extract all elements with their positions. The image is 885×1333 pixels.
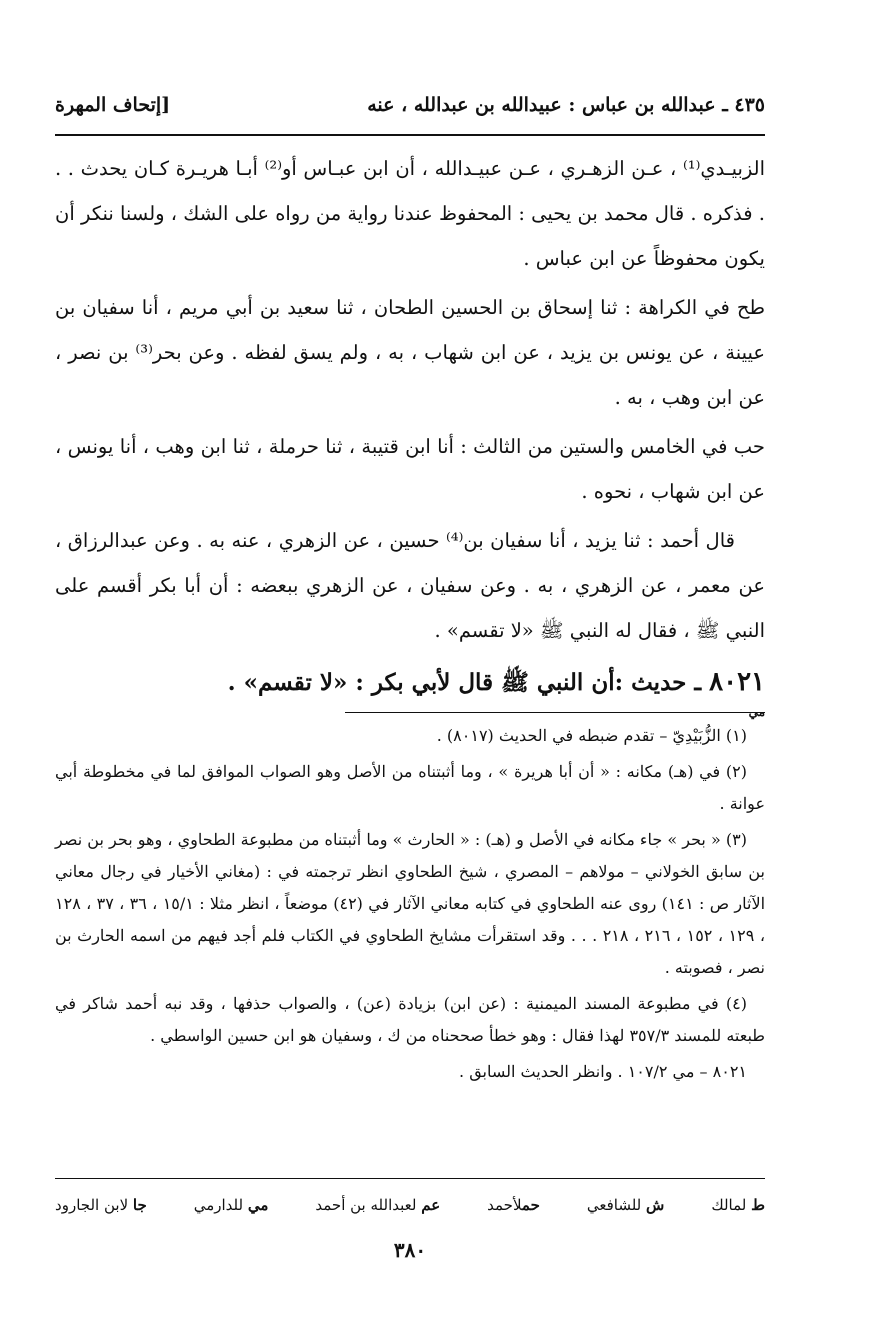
hadith-title-text: ـ حديث :أن النبي ﷺ قال لأبي بكر : «لا تقسم» . (227, 669, 702, 696)
paragraph: طح في الكراهة : ثنا إسحاق بن الحسين الطحان ، ثنا سعيد بن أبي مريم ، أنا سفيان بن عيينة ، عن يونس بن يزيد ، عن ابن شهاب ، به ، ولم يسق لفظه . وعن بحر⁽³⁾ بن نصر ، عن ابن وهب ، به . (55, 296, 766, 409)
legend-item: حملأحمد (487, 1196, 540, 1214)
book-title: [إتحاف المهرة (55, 94, 171, 116)
abbreviation-legend (55, 1192, 765, 1218)
page-number: ٣٨٠ (393, 1238, 427, 1262)
footnote: (٤) في مطبوعة المسند الميمنية : (عن ابن) بزيادة (عن) ، والصواب حذفها ، وقد نبه أحمد شاكر في طبعته للمسند ٣٥٧/٣ لهذا فقال : وهو خطأ صححناه من ك ، وسفيان هو ابن حسين الواسطي . (55, 994, 765, 1045)
paragraph: حب في الخامس والستين من الثالث : أنا ابن قتيبة ، ثنا حرملة ، ثنا ابن وهب ، أنا يونس ، عن ابن شهاب ، نحوه . (55, 435, 765, 503)
legend-item: عم لعبدالله بن أحمد (315, 1196, 441, 1214)
hadith-heading (55, 659, 765, 718)
legend-item: ط لمالك (711, 1196, 765, 1214)
book-page (55, 80, 765, 1270)
footnotes (55, 720, 765, 1092)
hadith-siglum: مي (748, 705, 765, 719)
legend-item: مي للدارمي (193, 1196, 269, 1214)
legend-divider (55, 1178, 765, 1179)
paragraph: قال أحمد : ثنا يزيد ، أنا سفيان بن⁽⁴⁾ حسين ، عن الزهري ، عنه به . وعن عبدالرزاق ، عن معمر ، عن الزهري ، به . وعن سفيان ، عن الزهري ببعضه : أن أبا بكر أقسم على النبي ﷺ ، فقال له النبي ﷺ «لا تقسم» . (55, 529, 765, 642)
legend-item: ش للشافعي (586, 1196, 665, 1214)
footnote: (٢) في (هـ) مكانه : « أن أبا هريرة » ، وما أثبتناه من الأصل وهو الصواب الموافق لما في مخطوطة أبي عوانة . (55, 762, 765, 813)
chapter-heading: ٤٣٥ ـ عبدالله بن عباس : عبيدالله بن عبدالله ، عنه (367, 94, 765, 116)
legend-item: جا لابن الجارود (55, 1196, 147, 1214)
paragraph: الزبيـدي⁽¹⁾ ، عـن الزهـري ، عـن عبيـدالله ، أن ابن عبـاس أو⁽²⁾ أبـا هريـرة كـان يحدث . . . فذكره . قال محمد بن يحيى : المحفوظ عندنا رواية من رواه على الشك ، ولسنا ننكر أن يكون محفوظاً عن ابن عباس . (55, 157, 766, 270)
hadith-number: ٨٠٢١ (709, 667, 765, 697)
footnote: ٨٠٢١ – مي ١٠٧/٢ . وانظر الحديث السابق . (459, 1062, 747, 1081)
footnote: (٣) « بحر » جاء مكانه في الأصل و (هـ) : « الحارث » وما أثبتناه من مطبوعة الطحاوي ، وهو بحر بن نصر بن سابق الخولاني – مولاهم – المصري ، شيخ الطحاوي انظر ترجمته في : (مغاني الأخيار في رجال معاني الآثار ص : ١٤١) روى عنه الطحاوي في كتابه معاني الآثار في (٤٢) موضعاً ، انظر مثلا : ١٥/١ ، ٣٦ ، ٣٧ ، ١٢٨ ، ١٢٩ ، ١٥٢ ، ٢١٦ ، ٢١٨ . . . وقد استقرأت مشايخ الطحاوي في الكتاب فلم أجد فيهم من اسمه الحارث بن نصر ، فصوبته . (55, 830, 766, 977)
header-divider (55, 134, 765, 136)
main-text (55, 146, 765, 722)
footnote: (١) الزُّبَيْدِيّ – تقدم ضبطه في الحديث (٨٠١٧) . (436, 726, 747, 745)
footnote-divider (345, 712, 765, 713)
running-header (55, 88, 765, 122)
